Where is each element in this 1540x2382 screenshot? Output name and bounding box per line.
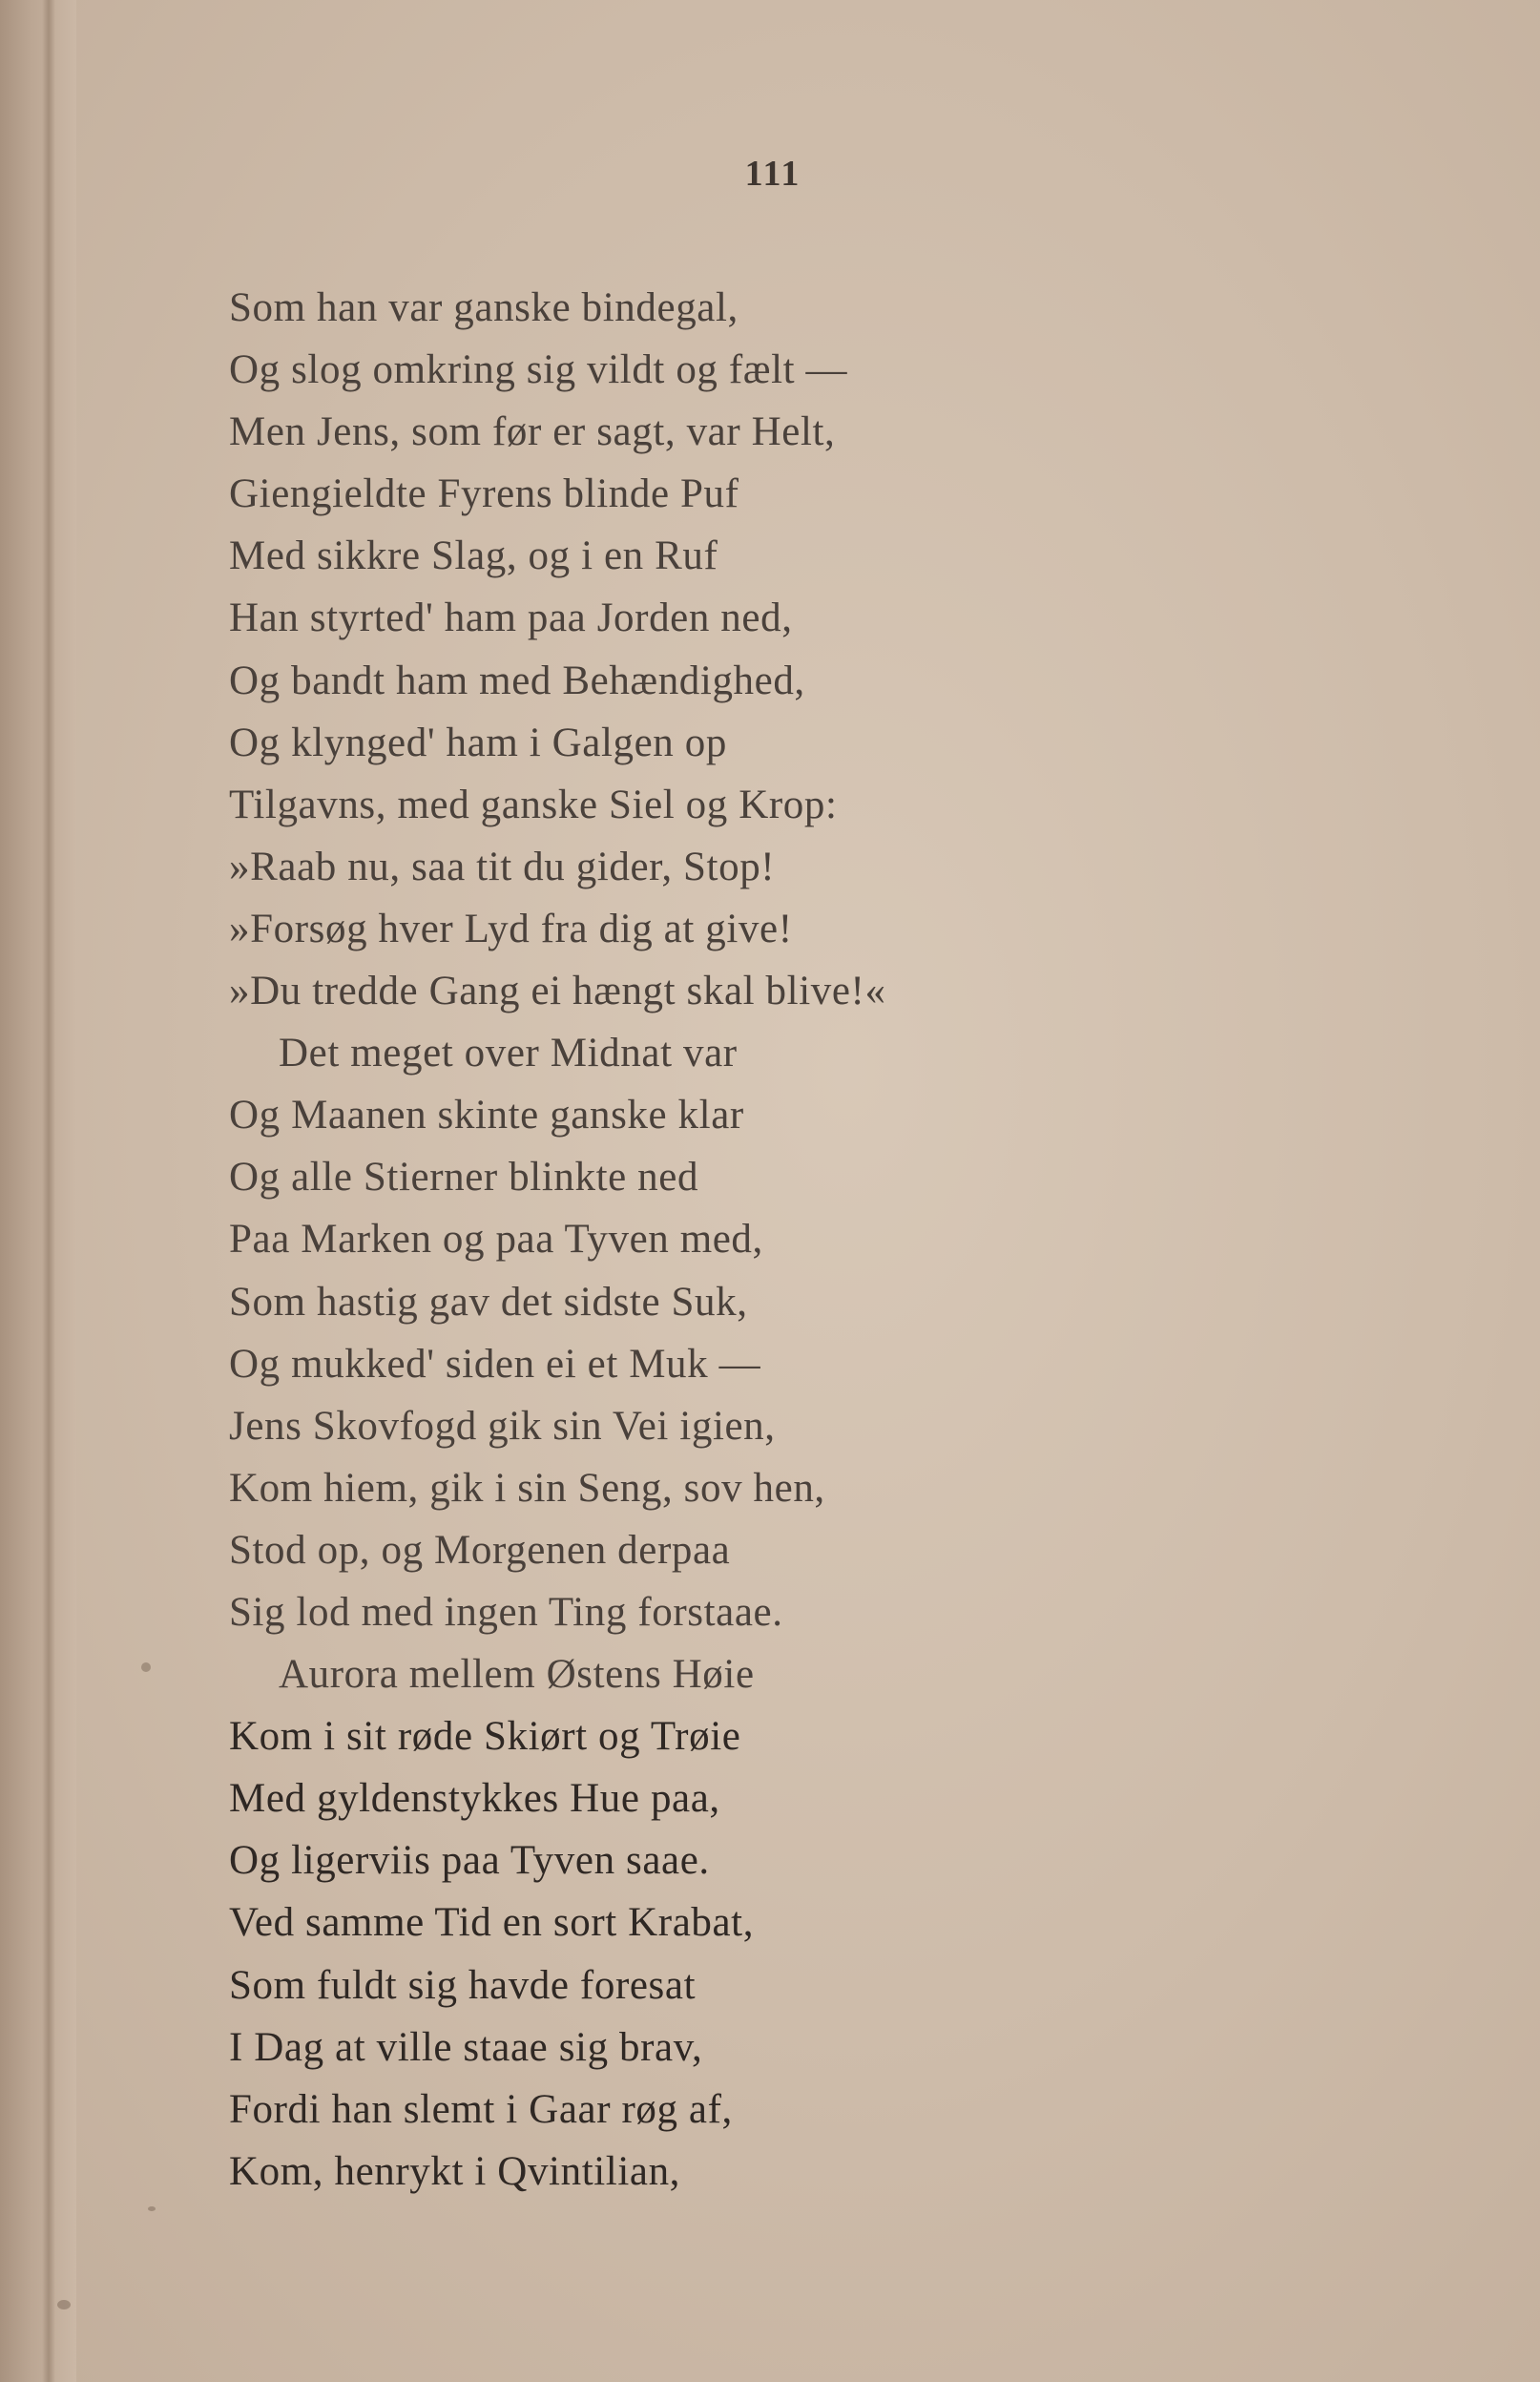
paper-speck — [141, 1662, 151, 1672]
poem-line: Sig lod med ingen Ting forstaae. — [229, 1589, 783, 1635]
page-number: 111 — [744, 154, 801, 194]
paper-speck — [57, 2300, 71, 2309]
poem-line: Og klynged' ham i Galgen op — [229, 720, 727, 765]
poem-line: Kom i sit røde Skiørt og Trøie — [229, 1714, 741, 1760]
poem-line: I Dag at ville staae sig brav, — [229, 2024, 703, 2070]
poem-line: Og bandt ham med Behændighed, — [229, 658, 805, 703]
poem-line: Men Jens, som før er sagt, var Helt, — [229, 409, 836, 455]
poem-line: »Forsøg hver Lyd fra dig at give! — [229, 906, 793, 951]
poem-line: Kom, henrykt i Qvintilian, — [229, 2148, 681, 2194]
poem-line-stanza-start: Det meget over Midnat var — [279, 1031, 738, 1076]
poem-line: Og Maanen skinte ganske klar — [229, 1093, 744, 1139]
poem-line: »Du tredde Gang ei hængt skal blive!« — [229, 969, 886, 1014]
paper-speck — [148, 2206, 156, 2211]
poem-line: Han styrted' ham paa Jorden ned, — [229, 596, 793, 641]
poem-line: Og slog omkring sig vildt og fælt — — [229, 347, 848, 393]
poem-line: Som fuldt sig havde foresat — [229, 1962, 697, 2008]
poem-line: Og mukked' siden ei et Muk — — [229, 1341, 761, 1387]
poem-line: Stod op, og Morgenen derpaa — [229, 1527, 731, 1573]
poem-line: Som han var ganske bindegal, — [229, 285, 739, 330]
poem-line: Jens Skovfogd gik sin Vei igien, — [229, 1403, 776, 1449]
poem-line: Ved samme Tid en sort Krabat, — [229, 1900, 755, 1946]
poem-line: Og alle Stierner blinkte ned — [229, 1155, 699, 1201]
poem-text — [229, 277, 1279, 2203]
poem-line: »Raab nu, saa tit du gider, Stop! — [229, 844, 776, 889]
poem-line: Paa Marken og paa Tyven med, — [229, 1217, 763, 1263]
poem-line: Og ligerviis paa Tyven saae. — [229, 1838, 710, 1884]
poem-line: Som hastig gav det sidste Suk, — [229, 1279, 748, 1325]
poem-line: Giengieldte Fyrens blinde Puf — [229, 471, 739, 517]
poem-line: Kom hiem, gik i sin Seng, sov hen, — [229, 1465, 825, 1511]
page-gutter — [0, 0, 76, 2382]
poem-line: Med sikkre Slag, og i en Ruf — [229, 533, 718, 579]
poem-line-stanza-start: Aurora mellem Østens Høie — [279, 1652, 755, 1698]
poem-line: Tilgavns, med ganske Siel og Krop: — [229, 782, 838, 827]
binding-shadow — [42, 0, 55, 2382]
poem-line: Med gyldenstykkes Hue paa, — [229, 1776, 720, 1822]
poem-line: Fordi han slemt i Gaar røg af, — [229, 2086, 733, 2132]
